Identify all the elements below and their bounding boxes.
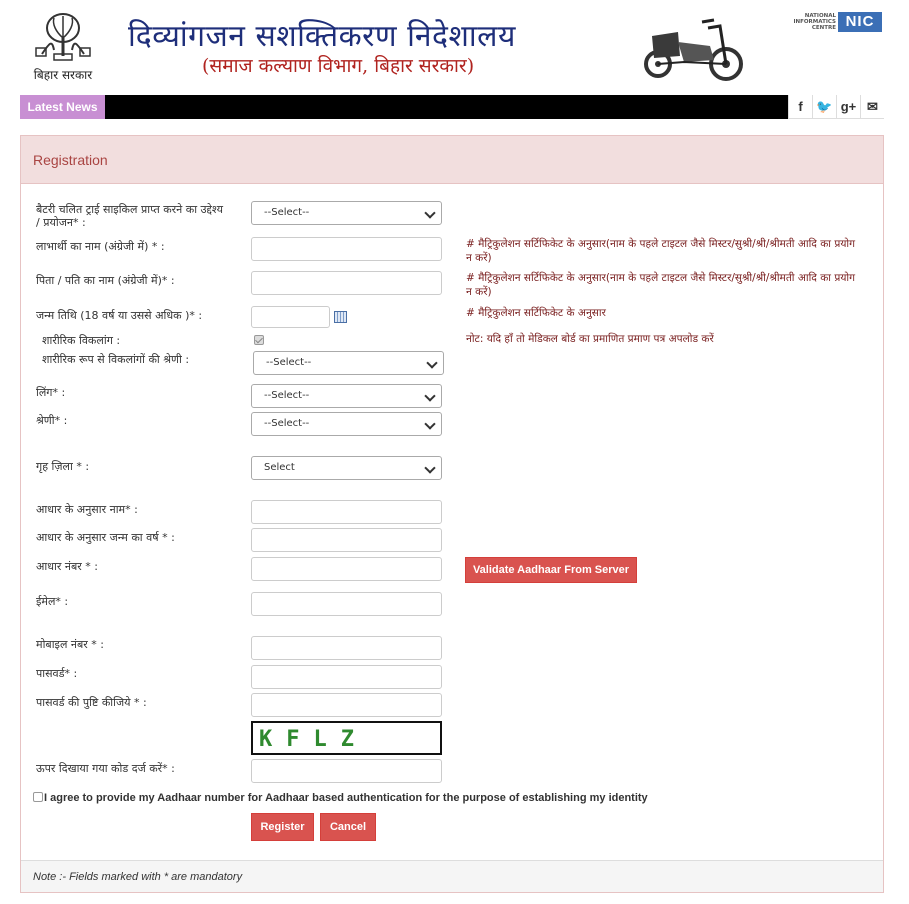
social-links [788, 95, 884, 119]
dob-hint: # मैट्रिकुलेशन सर्टिफिकेट के अनुसार [466, 307, 606, 319]
agree-text: I agree to provide my Aadhaar number for Aadhaar based authentication for the purpose of establishing my identity [44, 792, 648, 804]
father-name-hint: # मैट्रिकुलेशन सर्टिफिकेट के अनुसार(नाम के पहले टाइटल जैसे मिस्टर/सुश्री/श्री/श्रीमती आदि का प्रयोग न करें) [466, 272, 856, 298]
father-name-label: पिता / पति का नाम (अंग्रेजी में)* : [36, 274, 175, 287]
disability-category-label: शारीरिक रूप से विकलांगों की श्रेणी : [42, 353, 190, 366]
mandatory-note: Note :- Fields marked with * are mandatory [33, 871, 243, 883]
calendar-icon[interactable] [334, 311, 347, 323]
validate-aadhaar-button[interactable]: Validate Aadhaar From Server [465, 557, 637, 583]
latest-news-bar [20, 95, 884, 119]
bodhi-tree-icon [32, 10, 94, 62]
confirm-password-input[interactable] [251, 693, 442, 717]
aadhaar-name-input[interactable] [251, 500, 442, 524]
agree-checkbox[interactable] [33, 792, 43, 802]
register-button[interactable]: Register [251, 813, 314, 841]
tricycle-image [644, 18, 746, 84]
google-plus-icon[interactable]: g+ [836, 95, 860, 119]
panel-heading [21, 136, 883, 184]
captcha-image [251, 721, 442, 755]
aadhaar-birthyear-label: आधार के अनुसार जन्म का वर्ष * : [36, 531, 175, 544]
nic-logo [778, 12, 884, 34]
district-select[interactable]: Select [251, 456, 442, 480]
category-select[interactable]: --Select-- [251, 412, 442, 436]
bihar-emblem-logo [26, 10, 100, 82]
dob-input[interactable] [251, 306, 330, 328]
captcha-label: ऊपर दिखाया गया कोड दर्ज करें* : [36, 762, 175, 775]
disability-category-select[interactable]: --Select-- [253, 351, 444, 375]
gender-select[interactable]: --Select-- [251, 384, 442, 408]
aadhaar-name-label: आधार के अनुसार नाम* : [36, 503, 138, 516]
beneficiary-name-input[interactable] [251, 237, 442, 261]
captcha-input[interactable] [251, 759, 442, 783]
category-label: श्रेणी* : [36, 414, 68, 427]
dob-label: जन्म तिथि (18 वर्ष या उससे अधिक )* : [36, 309, 203, 322]
disability-label: शारीरिक विकलांग : [42, 334, 121, 347]
disability-note: नोट: यदि हाँ तो मेडिकल बोर्ड का प्रमाणित प्रमाण पत्र अपलोड करें [466, 333, 714, 345]
panel-title: Registration [33, 152, 108, 168]
latest-news-label[interactable]: Latest News [20, 95, 105, 119]
beneficiary-name-label: लाभार्थी का नाम (अंग्रेजी में) * : [36, 240, 165, 253]
panel-footer [21, 860, 883, 892]
beneficiary-name-hint: # मैट्रिकुलेशन सर्टिफिकेट के अनुसार(नाम के पहले टाइटल जैसे मिस्टर/सुश्री/श्री/श्रीमती आदि का प्रयोग न करें) [466, 238, 856, 264]
site-title: दिव्यांगजन सशक्तिकरण निदेशालय [128, 19, 516, 54]
site-subtitle: (समाज कल्याण विभाग, बिहार सरकार) [202, 55, 475, 77]
nic-badge: NIC [838, 12, 882, 32]
aadhaar-number-label: आधार नंबर * : [36, 560, 98, 573]
gender-label: लिंग* : [36, 386, 66, 399]
aadhaar-birthyear-input[interactable] [251, 528, 442, 552]
twitter-icon[interactable]: 🐦 [812, 95, 836, 119]
disability-checkbox[interactable] [254, 335, 264, 345]
mobile-label: मोबाइल नंबर * : [36, 638, 104, 651]
purpose-label: बैटरी चलित ट्राई साइकिल प्राप्त करने का उद्देश्य / प्रयोजन* : [36, 203, 223, 229]
cancel-button[interactable]: Cancel [320, 813, 376, 841]
email-input[interactable] [251, 592, 442, 616]
nic-caption: NATIONAL INFORMATICS CENTRE [793, 13, 836, 31]
confirm-password-label: पासवर्ड की पुष्टि कीजिये * : [36, 696, 147, 709]
emblem-caption: बिहार सरकार [33, 68, 93, 82]
mobile-input[interactable] [251, 636, 442, 660]
captcha-text: KFLZ [259, 727, 368, 752]
father-name-input[interactable] [251, 271, 442, 295]
purpose-select[interactable]: --Select-- [251, 201, 442, 225]
mail-icon[interactable]: ✉ [860, 95, 884, 119]
aadhaar-number-input[interactable] [251, 557, 442, 581]
password-input[interactable] [251, 665, 442, 689]
password-label: पासवर्ड* : [36, 667, 78, 680]
district-label: गृह ज़िला * : [36, 460, 90, 473]
facebook-icon[interactable]: f [788, 95, 812, 119]
email-label: ईमेल* : [36, 595, 69, 608]
site-header [0, 0, 909, 92]
